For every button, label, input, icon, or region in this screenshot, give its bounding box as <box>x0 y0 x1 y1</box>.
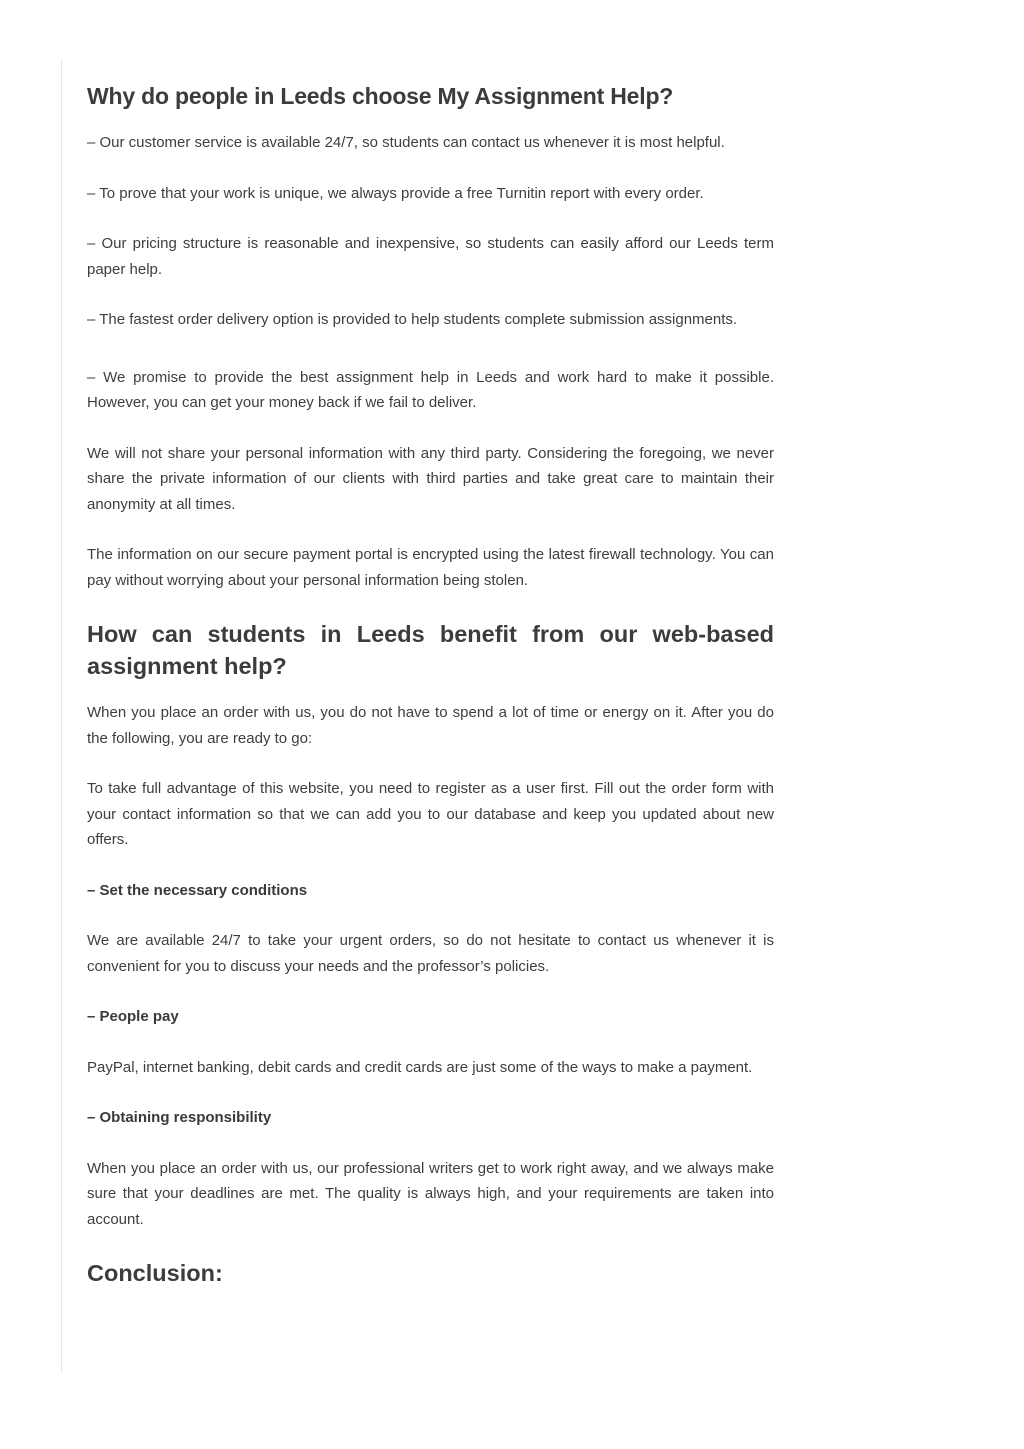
section-heading-why-choose: Why do people in Leeds choose My Assignment Help? <box>87 83 674 109</box>
register-paragraph: To take full advantage of this website, you need to register as a user first. Fill out the order form with your contact information so that we can add you to our database and keep you updated about new offers. <box>87 780 774 848</box>
intro-paragraph: When you place an order with us, you do not have to spend a lot of time or energy on it. After you do the following, you are ready to go: <box>87 704 774 747</box>
benefit-item-turnitin: – To prove that your work is unique, we always provide a free Turnitin report with every order. <box>87 184 704 202</box>
privacy-paragraph: We will not share your personal information with any third party. Considering the foregoing, we never share the private information of our clients with third parties and take great care to maintain their anonymity at all times. <box>87 444 774 513</box>
step-title-conditions: – Set the necessary conditions <box>87 881 308 899</box>
article-content <box>87 78 774 1289</box>
benefit-item-money-back: – We promise to provide the best assignment help in Leeds and work hard to make it possible. However, you can get your money back if we fail to deliver. <box>87 368 774 411</box>
step-text-responsibility: When you place an order with us, our professional writers get to work right away, and we always make sure that your deadlines are met. The quality is always high, and your requirements are taken into account. <box>87 1159 774 1228</box>
step-title-pay: – People pay <box>87 1008 179 1025</box>
section-heading-conclusion: Conclusion: <box>87 1260 223 1286</box>
benefit-item-pricing: – Our pricing structure is reasonable and inexpensive, so students can easily afford our Leeds term paper help. <box>87 235 774 278</box>
step-title-responsibility: – Obtaining responsibility <box>87 1109 272 1126</box>
payment-portal-paragraph: The information on our secure payment portal is encrypted using the latest firewall technology. You can pay without worrying about your personal information being stolen. <box>87 546 774 589</box>
benefit-item-delivery: – The fastest order delivery option is provided to help students complete submission assignments. <box>87 311 738 328</box>
step-text-conditions: We are available 24/7 to take your urgent orders, so do not hesitate to contact us whenever it is convenient for you to discuss your needs and the professor’s policies. <box>87 932 774 975</box>
section-heading-how-benefit: How can students in Leeds benefit from our web-based assignment help? <box>87 621 774 679</box>
page-left-rule <box>61 60 62 1372</box>
step-text-pay: PayPal, internet banking, debit cards and credit cards are just some of the ways to make a payment. <box>87 1058 753 1076</box>
benefit-item-customer-service: – Our customer service is available 24/7, so students can contact us whenever it is most helpful. <box>87 134 725 151</box>
